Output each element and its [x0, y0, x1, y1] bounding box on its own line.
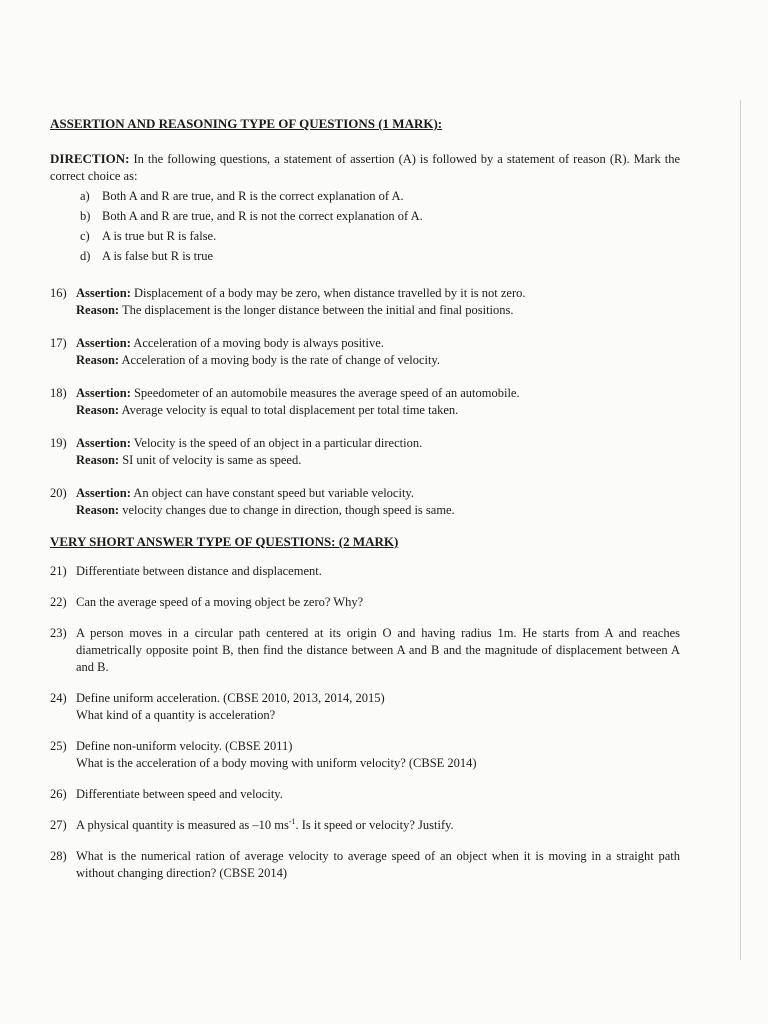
worksheet-page — [50, 115, 680, 882]
question-number: 28) — [50, 849, 67, 863]
assertion-questions — [50, 285, 680, 519]
choice-option-text: Both A and R are true, and R is the correct explanation of A. — [102, 189, 404, 203]
direction-label: DIRECTION: — [50, 151, 130, 166]
question-item — [50, 690, 680, 724]
question-text: Define non-uniform velocity. (CBSE 2011) — [76, 739, 293, 753]
assertion-label: Assertion: — [76, 486, 131, 500]
choice-option — [80, 188, 680, 205]
assertion-label: Assertion: — [76, 436, 131, 450]
question-number: 21) — [50, 564, 67, 578]
question-text: Define uniform acceleration. (CBSE 2010, 2013, 2014, 2015) — [76, 691, 385, 705]
reason-label: Reason: — [76, 353, 120, 367]
direction-text: In the following questions, a statement of assertion (A) is followed by a statement of reason (R). Mark the correct choice as: — [50, 152, 680, 183]
reason-text: velocity changes due to change in direction, though speed is same. — [119, 503, 455, 517]
question-text: What kind of a quantity is acceleration? — [76, 708, 276, 722]
question-number: 16) — [50, 286, 67, 300]
section-heading-short-answer: VERY SHORT ANSWER TYPE OF QUESTIONS: (2 MARK) — [50, 534, 399, 549]
choice-option-label: c) — [80, 229, 90, 243]
question-item — [50, 435, 680, 469]
question-text: A person moves in a circular path centered at its origin O and having radius 1m. He starts from A and reaches diametrically opposite point B, then find the distance between A and B and the magnitude of displacement between A and B. — [76, 626, 680, 674]
question-number: 18) — [50, 386, 67, 400]
question-item — [50, 594, 680, 611]
question-text: . Is it speed or velocity? Justify. — [295, 818, 454, 832]
question-text: Differentiate between speed and velocity. — [76, 787, 283, 801]
assertion-text: Speedometer of an automobile measures the average speed of an automobile. — [130, 386, 520, 400]
question-number: 24) — [50, 691, 67, 705]
reason-label: Reason: — [76, 453, 120, 467]
question-number: 26) — [50, 787, 67, 801]
choice-option-text: A is true but R is false. — [102, 229, 217, 243]
question-item — [50, 385, 680, 419]
question-number: 22) — [50, 595, 67, 609]
reason-text: SI unit of velocity is same as speed. — [119, 453, 302, 467]
question-number: 27) — [50, 818, 67, 832]
question-item — [50, 563, 680, 580]
unit-exponent: -1 — [288, 816, 296, 826]
question-text: What is the acceleration of a body moving with uniform velocity? (CBSE 2014) — [76, 756, 477, 770]
assertion-label: Assertion: — [76, 386, 131, 400]
assertion-label: Assertion: — [76, 286, 131, 300]
assertion-text: Velocity is the speed of an object in a particular direction. — [130, 436, 423, 450]
question-item — [50, 285, 680, 319]
assertion-label: Assertion: — [76, 336, 131, 350]
question-number: 19) — [50, 436, 67, 450]
question-item — [50, 485, 680, 519]
choice-option-label: d) — [80, 249, 91, 263]
question-number: 23) — [50, 626, 67, 640]
question-item — [50, 848, 680, 882]
question-number: 20) — [50, 486, 67, 500]
short-answer-questions — [50, 563, 680, 882]
assertion-text: An object can have constant speed but variable velocity. — [130, 486, 414, 500]
choice-option-label: b) — [80, 209, 91, 223]
choice-option-text: Both A and R are true, and R is not the correct explanation of A. — [102, 209, 423, 223]
choice-option-label: a) — [80, 189, 90, 203]
question-item — [50, 738, 680, 772]
page-edge-line — [740, 100, 741, 960]
question-text: What is the numerical ration of average velocity to average speed of an object when it is moving in a straight path without changing direction? (CBSE 2014) — [76, 849, 680, 880]
question-text: A physical quantity is measured as –10 ms — [76, 818, 289, 832]
reason-label: Reason: — [76, 303, 120, 317]
question-number: 25) — [50, 739, 67, 753]
choice-option — [80, 208, 680, 225]
question-number: 17) — [50, 336, 67, 350]
reason-text: Acceleration of a moving body is the rate of change of velocity. — [119, 353, 441, 367]
question-text: Can the average speed of a moving object be zero? Why? — [76, 595, 364, 609]
choice-option — [80, 248, 680, 265]
choice-options — [80, 188, 680, 265]
reason-label: Reason: — [76, 403, 120, 417]
assertion-text: Acceleration of a moving body is always positive. — [130, 336, 384, 350]
question-item — [50, 335, 680, 369]
reason-label: Reason: — [76, 503, 120, 517]
choice-option — [80, 228, 680, 245]
question-item — [50, 625, 680, 676]
section-heading-assertion: ASSERTION AND REASONING TYPE OF QUESTIONS (1 MARK): — [50, 116, 443, 131]
direction-paragraph — [50, 150, 680, 185]
question-item — [50, 786, 680, 803]
assertion-text: Displacement of a body may be zero, when distance travelled by it is not zero. — [130, 286, 526, 300]
choice-option-text: A is false but R is true — [102, 249, 214, 263]
question-item — [50, 817, 680, 834]
reason-text: Average velocity is equal to total displacement per total time taken. — [119, 403, 459, 417]
reason-text: The displacement is the longer distance between the initial and final positions. — [119, 303, 514, 317]
question-text: Differentiate between distance and displacement. — [76, 564, 322, 578]
